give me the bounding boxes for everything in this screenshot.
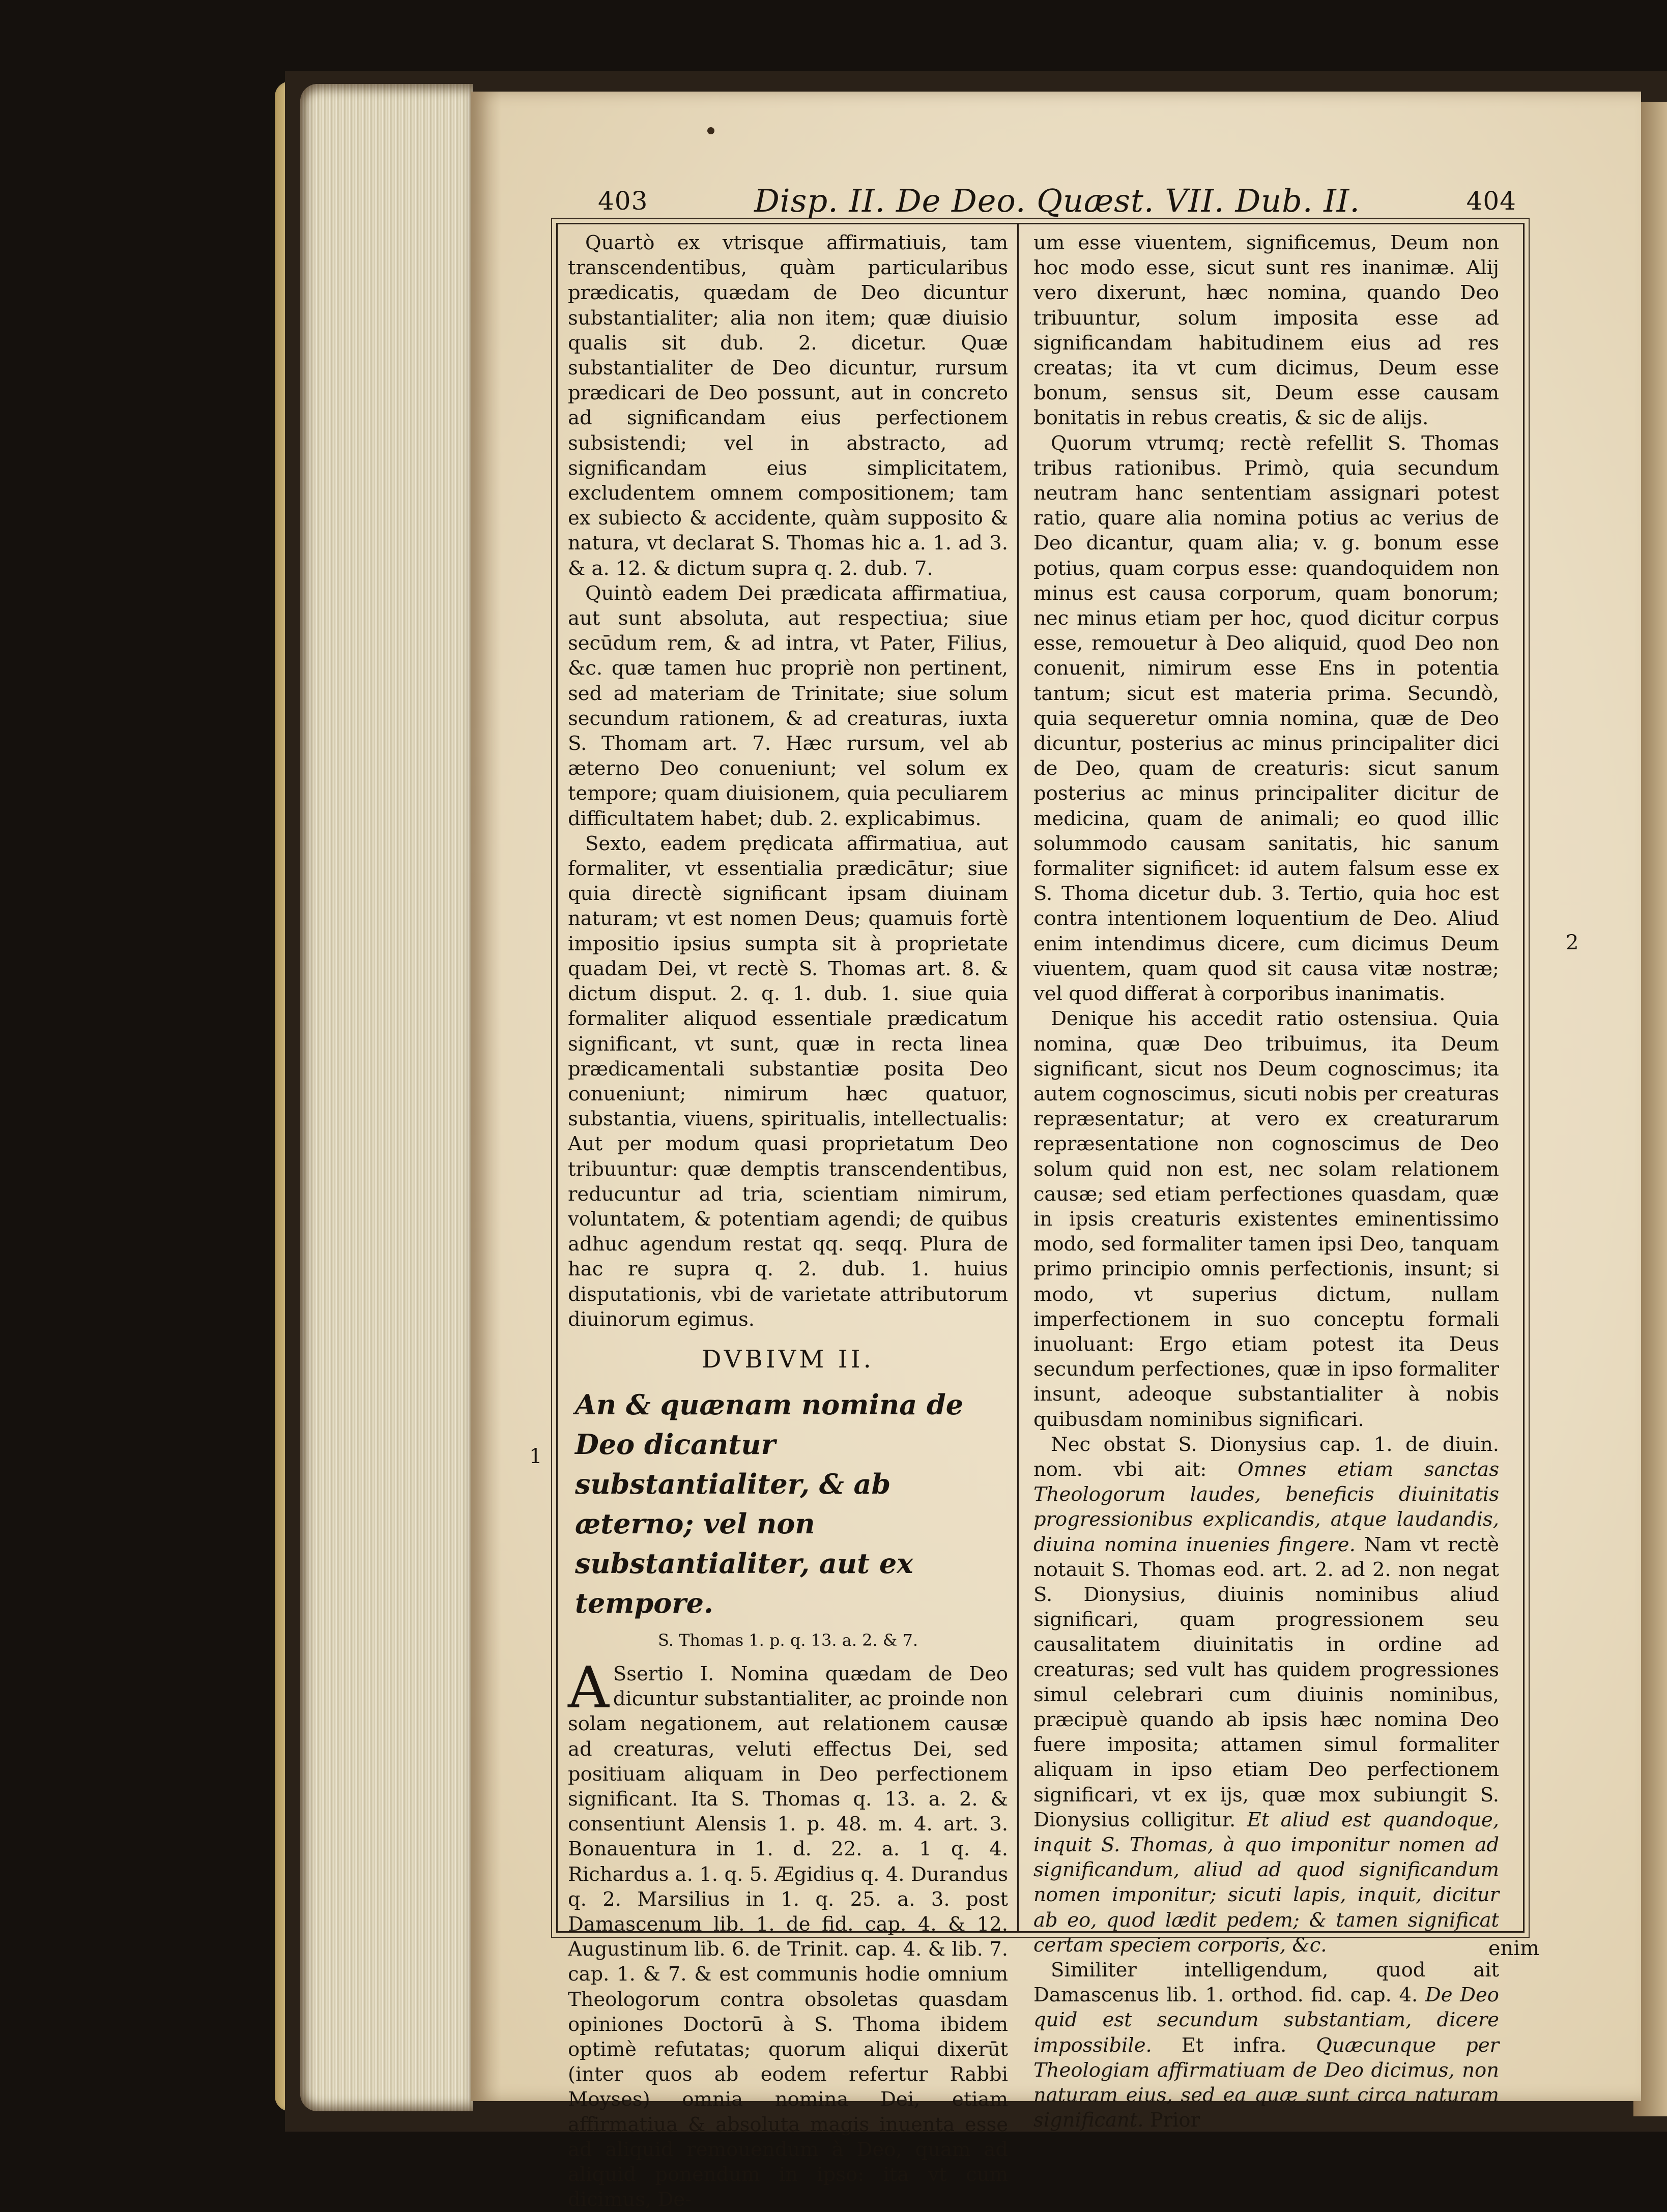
left-column [568,230,1008,2212]
catchword: enim [1488,1937,1539,1960]
paragraph-dionysius [1033,1432,1499,1958]
text-run: Similiter intelligendum, quod ait Damascenus lib. 1. orthod. fid. cap. 4. [1033,1959,1499,2007]
text-run: Nec obstat S. Dionysius cap. 1. de diuin. nom. vbi ait: [1033,1433,1499,1481]
page-edges [300,84,473,2111]
assertio-paragraph [568,1654,1008,2212]
paragraph-quinto: Quintò eadem Dei prædicata affirmatiua, aut sunt absoluta, aut respectiua; siue secūdum rem, & ad intra, vt Pater, Filius, &c. quæ tamen huc propriè non pertinent, sed ad materiam de Trinitate; siue solum secundum rationem, & ad creaturas, iuxta S. Thomam art. 7. Hæc rursum, vel ab æterno Deo conueniunt; vel solum ex tempore; quam diuisionem, quia peculiarem difficultatem habet; dub. 2. explicabimus. [568,581,1008,830]
page-header [598,182,1516,223]
paragraph-quorum: Quorum vtrumq; rectè refellit S. Thomas tribus rationibus. Primò, quia secundum neutram hanc sententiam assignari potest ratio, quare alia nomina potius ac verius de Deo dicantur, quam alia; v. g. bonum esse potius, quam corpus esse: quandoquidem non minus est causa corporum, quam bonorum; nec minus etiam per hoc, quod dicitur corpus esse, remouetur à Deo aliquid, quod Deo non conuenit, nimirum esse Ens in potentia tantum; sicut est materia prima. Secundò, quia sequeretur omnia nomina, quæ de Deo dicuntur, posterius ac minus principaliter dici de Deo, quam de creaturis: sicut sanum posterius ac minus principaliter dicitur de medicina, quam de animali; eo quod illic solummodo causam sanitatis, hic sanum formaliter significet: id autem falsum esse ex S. Thoma dicetur dub. 3. Tertio, quia hoc est contra intentionem loquentium de Deo. Aliud enim intendimus dicere, cum dicimus Deum viuentem, quam quod sit causa vitæ nostræ; vel quod differat à corporibus inanimatis. [1033,431,1499,1006]
quote-damascenus-2: Quæcunque per Theologiam affirmatiuam de Deo dicimus, non naturam eius, sed ea quæ sunt circa naturam significant. [1033,2033,1500,2132]
gutter-shadow [471,92,501,2101]
quote-dionysius: Omnes etiam sanctas Theologorum laudes, beneficis diuinitatis progressionibus explicandis, atque laudandis, diuina nomina inuenies fingere. [1033,1458,1499,1556]
text-frame [556,223,1525,2211]
paragraph-damascenus [1033,1958,1499,2133]
ink-spot [707,127,714,134]
text-run: Nam vt rectè notauit S. Thomas eod. art. 2. ad 2. non negat S. Dionysius, diuinis nominibus aliud significari, quam progressionem seu causalitatem diuinitatis in ordine ad creaturas; sed vult has quidem progressiones simul celebrari cum diuinis nominibus, præcipuè quando ab ipsis hæc nomina Deo fuere imposita; attamen simul formaliter aliquam in ipso etiam Deo perfectionem significari, vt ex ijs, quæ mox subiungit S. Dionysius colligitur. [1033,1533,1499,1831]
margin-number-left: 1 [529,1445,542,1468]
column-divider [1017,224,1019,1931]
page-number-right: 404 [1466,186,1516,216]
right-column [1033,230,1499,2133]
dubium-reference: S. Thomas 1. p. q. 13. a. 2. & 7. [657,1630,918,1650]
paragraph-sexto: Sexto, eadem prędicata affirmatiua, aut formaliter, vt essentialia prædicātur; siue quia directè significant ipsam diuinam naturam; vt est nomen Deus; quamuis fortè impositio ipsius sumpta sit à proprietate quadam Dei, vt rectè S. Thomas art. 8. & dictum disput. 2. q. 1. dub. 1. siue quia formaliter aliquod essentiale prædicatum significant, vt sunt, quæ in recta linea prædicamentali substantiæ posita Deo conueniunt; nimirum hæc quatuor, substantia, viuens, spiritualis, intellectualis: Aut per modum quasi proprietatum Deo tribuuntur: quæ demptis transcendentibus, reducuntur ad tria, scientiam nimirum, voluntatem, & potentiam agendi; de quibus adhuc agendum restat qq. seqq. Plura de hac re supra q. 2. dub. 1. huius disputationis, vbi de varietate attributorum diuinorum egimus. [568,832,1008,1331]
book-page [471,92,1641,2211]
margin-number-right: 2 [1566,931,1579,954]
text-run: Prior [1143,2109,1200,2132]
quote-thomas: Et aliud est quandoque, inquit S. Thomas, à quo imponitur nomen ad significandum, aliud ad quod significandum nomen imponitur; sicuti lapis, inquit, dicitur ab eo, quod lædit pedem; & tamen significat certam speciem corporis, &c. [1033,1808,1499,1957]
drop-cap: A [568,1654,609,1721]
page-number-left: 403 [598,186,648,216]
running-head: Disp. II. De Deo. Quæst. VII. Dub. II. [754,182,1360,219]
paragraph-denique: Denique his accedit ratio ostensiua. Quia nomina, quæ Deo tribuimus, ita Deum significant, sicut nos Deum cognoscimus; ita autem cognoscimus, sicuti nobis per creaturas repræsentatur; at vero ex creaturarum repræsentatione non cognoscimus de Deo solum quid non est, nec solam relationem causæ; sed etiam perfectiones quasdam, quæ in ipsis creaturis existentes eminentissimo modo, sed formaliter tamen ipsi Deo, tanquam primo principio omnis perfectionis, insunt; si modo, vt superius dictum, nullam imperfectionem in suo conceptu formali inuoluant: Ergo etiam potest ita Deus secundum perfectiones, quæ in ipso formaliter insunt, adeoque substantialiter à nobis quibusdam nominibus significari. [1033,1007,1500,1431]
text-run: Et infra. [1152,2033,1316,2057]
assertio-text: Ssertio I. Nomina quædam de Deo dicuntur substantialiter, ac proinde non solam negationem, aut relationem causæ ad creaturas, veluti effectus Dei, sed positiuam aliquam in Deo perfectionem significant. Ita S. Thomas q. 13. a. 2. & consentiunt Alensis 1. p. 48. m. 4. art. 3. Bonauentura in 1. d. 22. a. 1 q. 4. Richardus a. 1. q. 5. Ægidius q. 4. Durandus q. 2. Marsilius in 1. q. 25. a. 3. post Damascenum lib. 1. de fid. cap. 4. & 12. Augustinum lib. 6. de Trinit. cap. 4. & lib. 7. cap. 1. & 7. & est communis hodie omnium Theologorum contra obsoletas quasdam opiniones Doctorū à S. Thoma ibidem optimè refutatas; quorum aliqui dixerūt (inter quos ab eodem refertur Rabbi Moyses) omnia nomina Dei, etiam affirmatiua & absoluta magis inuenta esse ad aliquid remouendum à Deo, quam ad aliquid ponendum in ipso: ita vt cum dicimus, De- [568,1662,1008,2211]
paragraph-continued: um esse viuentem, significemus, Deum non hoc modo esse, sicut sunt res inanimæ. Alij vero dixerunt, hæc nomina, quando Deo tribuuntur, solum imposita esse ad significandam habitudinem eius ad res creatas; ita vt cum dicimus, Deum esse bonum, sensus sit, Deum esse causam bonitatis in rebus creatis, & sic de alijs. [1033,231,1499,430]
dubium-heading: DVBIVM II. [702,1345,874,1374]
quote-damascenus-1: De Deo quid est secundum substantiam, dicere impossibile. [1033,1984,1499,2057]
dubium-title: An & quænam nomina de Deo dicantur substantialiter, & ab æterno; vel non substantialiter, aut ex tempore. [575,1388,964,1619]
paragraph-quarto: Quartò ex vtrisque affirmatiuis, tam transcendentibus, quàm particularibus prædicatis, quædam de Deo dicuntur substantialiter; alia non item; quæ diuisio qualis sit dub. 2. dicetur. Quæ substantialiter de Deo dicuntur, rursum prædicari de Deo possunt, aut in concreto ad significandam eius perfectionem subsistendi; vel in abstracto, ad significandam eius simplicitatem, excludentem omnem compositionem; tam ex subiecto & accidente, quàm supposito & natura, vt declarat S. Thomas hic a. 1. ad 3. & a. 12. & dictum supra q. 2. dub. 7. [568,231,1008,580]
